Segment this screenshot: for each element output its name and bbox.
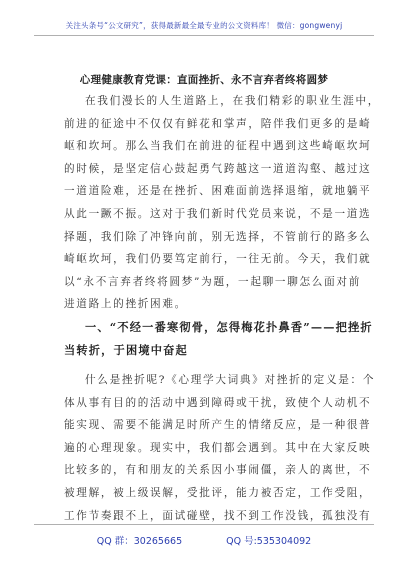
footer-divider xyxy=(34,524,374,525)
footer-qq-number: QQ 号:535304092 xyxy=(226,536,312,547)
text-line: 被理解，被上级误解，受批评，能力被否定，工作受阻， xyxy=(64,486,372,499)
text-line: 在我们漫长的人生道路上，在我们精彩的职业生涯中， xyxy=(85,95,381,107)
header-divider xyxy=(34,35,374,36)
page-footer xyxy=(34,533,374,547)
text-line: 以“永不言弃者终将圆梦”为题，一起聊一聊怎么面对前 xyxy=(64,275,361,288)
paragraph-intro xyxy=(64,90,381,316)
text-line: 什么是挫折呢?《心理学大词典》对挫折的定义是：个 xyxy=(85,374,376,386)
text-line: 岖和坎坷。那么当我们在前进的征程中遇到这些崎岖坎坷 xyxy=(64,140,372,153)
paragraph-frustration-definition xyxy=(64,369,376,527)
text-line: 前进的征途中不仅仅有鲜花和掌声，陪伴我们更多的是崎 xyxy=(64,117,372,130)
text-line: 一道道险难，还是在挫折、困难面前选择退缩，就地躺平 xyxy=(64,185,372,198)
text-line: 体从事有目的的活动中遇到障碍或干扰，致使个人动机不 xyxy=(64,396,372,409)
text-line: 工作节奏跟不上，面试碰壁，找不到工作没钱，孤独没有 xyxy=(64,509,372,522)
page-header-banner: 关注头条号“公文研究”，获得最新最全最专业的公文资料库！ 微信：gongwenyj xyxy=(65,21,343,30)
text-line: 从此一蹶不振。这对于我们新时代党员来说，不是一道选 xyxy=(64,207,372,220)
text-line: 一、“不经一番寒彻骨，怎得梅花扑鼻香”——把挫折 xyxy=(85,320,373,334)
text-line: 能实现、需要不能满足时所产生的情绪反应，是一种很普 xyxy=(64,419,372,432)
section-heading-1 xyxy=(64,316,373,361)
text-line: 崎岖坎坷，我们仍要笃定前行，一往无前。今天，我们就 xyxy=(64,253,372,266)
document-title: 心理健康教育党课：直面挫折、永不言弃者终将圆梦 xyxy=(79,74,329,86)
text-line: 进道路上的挫折困难。 xyxy=(64,298,187,311)
footer-qq-group: QQ 群：30265665 xyxy=(96,536,183,547)
text-line: 比较多的，有和朋友的关系因小事闹僵，亲人的离世，不 xyxy=(64,464,372,477)
text-line: 的时候，是坚定信心鼓起勇气跨越这一道道沟壑、越过这 xyxy=(64,162,372,175)
text-line: 择题，我们除了冲锋向前，别无选择，不管前行的路多么 xyxy=(64,230,372,243)
text-line: 当转折，于困境中奋起 xyxy=(64,342,188,357)
text-line: 遍的心理现象。现实中，我们都会遇到。其中在大家反映 xyxy=(64,441,372,454)
